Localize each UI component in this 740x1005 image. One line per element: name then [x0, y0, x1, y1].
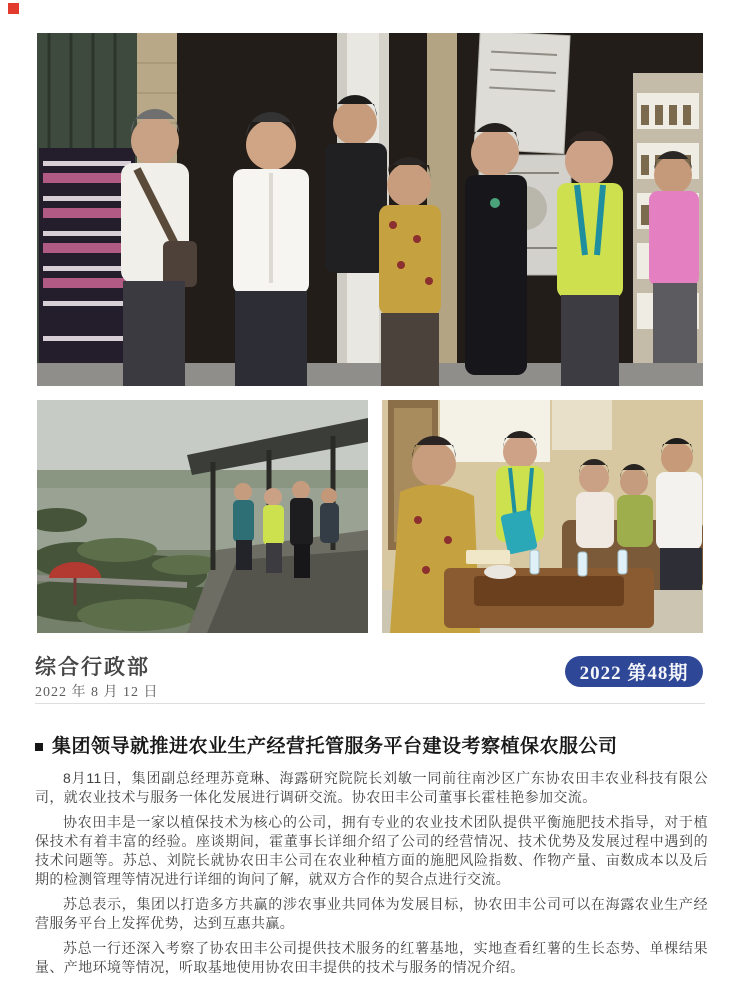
article-body [35, 769, 708, 983]
field-photo [37, 400, 368, 633]
article-paragraph: 苏总一行还深入考察了协农田丰公司提供技术服务的红薯基地，实地查看红薯的生长态势、单棵结果量、产地环境等情况，听取基地使用协农田丰提供的技术与服务的情况介绍。 [35, 940, 708, 975]
meeting-photo-illustration [382, 400, 703, 633]
issue-date: 2022 年 8 月 12 日 [35, 685, 159, 700]
meeting-photo [382, 400, 703, 633]
field-photo-illustration [37, 400, 368, 633]
main-photo-illustration [37, 33, 703, 386]
corner-mark [8, 3, 19, 14]
article-paragraph: 协农田丰是一家以植保技术为核心的公司，拥有专业的农业技术团队提供平衡施肥技术指导，对于植保技术有着丰富的经验。座谈期间，霍董事长详细介绍了公司的经营情况、技术优势及发展过程中遇到的技术问题等。苏总、刘院长就协农田丰公司在农业种植方面的施肥风险指数、作物产量、亩数成本以及后期的检测管理等情况进行详细的询问了解，就双方合作的契合点进行交流。 [35, 814, 708, 887]
article-headline-row [35, 736, 708, 758]
article-paragraph: 苏总表示，集团以打造多方共赢的涉农事业共同体为发展目标，协农田丰公司可以在海露农业生产经营服务平台上发挥优势，达到互惠共赢。 [35, 896, 708, 931]
article-paragraph: 8月11日，集团副总经理苏竟琳、海露研究院院长刘敏一同前往南沙区广东协农田丰农业科技有限公司，就农业技术与服务一体化发展进行调研交流。协农田丰公司董事长霍桂艳参加交流。 [35, 770, 708, 805]
issue-badge [565, 656, 703, 687]
department-title: 综合行政部 [35, 655, 150, 679]
issue-badge-label: 2022 第48期 [579, 663, 689, 684]
article-headline: 集团领导就推进农业生产经营托管服务平台建设考察植保农服公司 [52, 736, 618, 757]
section-divider [35, 703, 705, 704]
headline-bullet-icon [35, 743, 43, 751]
main-photo [37, 33, 703, 386]
